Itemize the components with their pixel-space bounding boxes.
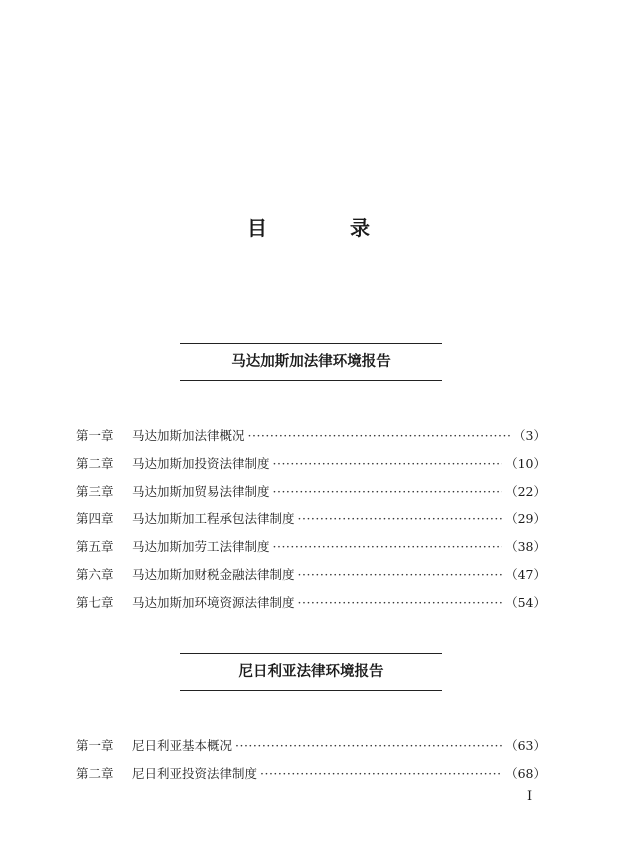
chapter-title: 马达加斯加工程承包法律制度 (132, 511, 295, 527)
chapter-title: 尼日利亚基本概况 (132, 738, 233, 753)
chapter-title: 马达加斯加投资法律制度 (132, 455, 270, 471)
dot-leader (273, 537, 503, 557)
page-title: 目 录 (247, 216, 408, 240)
page-number: （29） (505, 511, 546, 527)
toc-entry[interactable] (76, 764, 546, 792)
page-number: （63） (505, 738, 546, 753)
page-number: （68） (505, 765, 546, 781)
toc-list (76, 736, 546, 792)
chapter-number: 第五章 (76, 539, 114, 555)
chapter-number: 第四章 (76, 511, 114, 527)
toc-entry[interactable] (76, 565, 546, 593)
chapter-number: 第三章 (76, 483, 114, 499)
chapter-number: 第六章 (76, 566, 114, 582)
chapter-number: 第一章 (76, 428, 114, 443)
dot-leader (248, 426, 511, 446)
chapter-number: 第七章 (76, 594, 114, 610)
toc-entry[interactable] (76, 736, 546, 764)
chapter-title: 马达加斯加财税金融法律制度 (132, 566, 295, 582)
toc-entry[interactable] (76, 482, 546, 510)
toc-list (76, 426, 546, 621)
chapter-title: 马达加斯加劳工法律制度 (132, 539, 270, 555)
dot-leader (298, 565, 503, 585)
toc-entry[interactable] (76, 426, 546, 454)
chapter-title: 马达加斯加环境资源法律制度 (132, 594, 295, 610)
dot-leader (260, 764, 502, 784)
toc-entry[interactable] (76, 509, 546, 537)
page-number: （10） (505, 455, 546, 471)
chapter-title: 尼日利亚投资法律制度 (132, 765, 258, 781)
toc-entry[interactable] (76, 454, 546, 482)
page-number: （54） (505, 594, 546, 610)
chapter-number: 第二章 (76, 455, 114, 471)
dot-leader (298, 593, 503, 613)
toc-entry[interactable] (76, 537, 546, 565)
dot-leader (273, 454, 503, 474)
page-number: （3） (513, 428, 546, 443)
section-heading: 马达加斯加法律环境报告 (180, 343, 442, 381)
chapter-number: 第一章 (76, 738, 114, 753)
section-heading: 尼日利亚法律环境报告 (180, 653, 442, 691)
chapter-title: 马达加斯加法律概况 (132, 428, 245, 443)
page-number: （38） (505, 539, 546, 555)
dot-leader (298, 509, 503, 529)
chapter-title: 马达加斯加贸易法律制度 (132, 483, 270, 499)
page-number: （47） (505, 566, 546, 582)
chapter-number: 第二章 (76, 765, 114, 781)
page-folio: I (527, 789, 533, 804)
dot-leader (235, 736, 502, 756)
toc-entry[interactable] (76, 593, 546, 621)
dot-leader (273, 482, 503, 502)
page-number: （22） (505, 483, 546, 499)
